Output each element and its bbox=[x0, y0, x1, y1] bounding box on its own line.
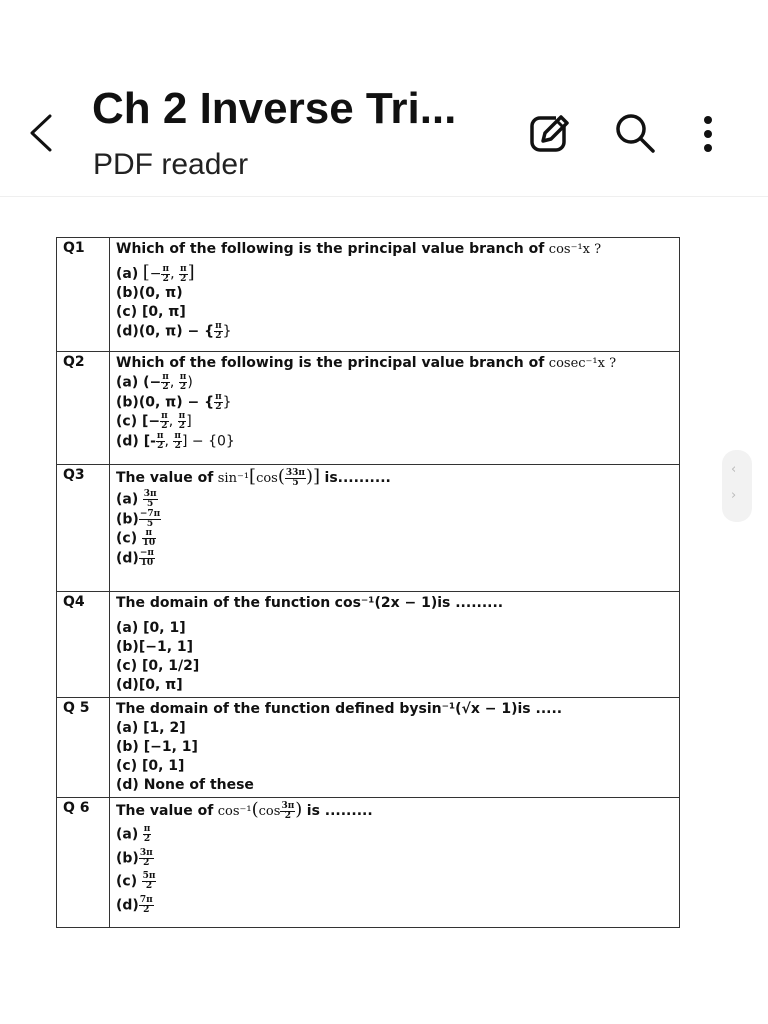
app-header bbox=[0, 0, 768, 197]
question-number: Q 6 bbox=[57, 798, 110, 928]
more-vert-icon[interactable] bbox=[694, 112, 722, 156]
search-icon[interactable] bbox=[612, 110, 658, 156]
question-table bbox=[56, 237, 680, 928]
option-c: (c) [− bbox=[116, 413, 161, 430]
page-scroll-tab[interactable] bbox=[722, 450, 752, 522]
question-text: The value of bbox=[116, 470, 214, 486]
scroll-down-icon[interactable]: › bbox=[731, 488, 737, 503]
option-c: (c) [0, 1/2] bbox=[116, 658, 200, 674]
scroll-up-icon[interactable]: ‹ bbox=[731, 462, 737, 477]
option-d: (d)(0, π) − { bbox=[116, 323, 215, 340]
option-a: (a) [1, 2] bbox=[116, 720, 186, 736]
option-a: (a) (− bbox=[116, 374, 162, 391]
question-content: The value of cos⁻¹(cos $\frac{3\pi}{2}$ ) is ......... (a) $\frac{\pi}{2}$ (b) $\frac{3\pi}{2}$ (c) $\frac{5\pi}{2}$ (d) $\frac{7\pi}{2}$ bbox=[110, 798, 680, 928]
option-a: (a) bbox=[116, 826, 139, 843]
document-subtitle: PDF reader bbox=[93, 148, 249, 181]
option-d: (d)[0, π] bbox=[116, 677, 183, 693]
option-c: (c) [0, 1] bbox=[116, 758, 185, 774]
question-number: Q2 bbox=[57, 352, 110, 465]
question-number: Q4 bbox=[57, 592, 110, 698]
question-expression: sin⁻¹(√x − 1)is ..... bbox=[418, 701, 563, 717]
question-content: Which of the following is the principal value branch of cos⁻¹x ? (a) [− $\frac{\pi}{2}$ , $\frac{\pi}{2}$ ] (b)(0, π) (c) [0, π] (d)(0, π) − { $\frac{\pi}{2}$ } bbox=[110, 238, 680, 352]
option-b: (b)(0, π) − { bbox=[116, 394, 215, 410]
question-content bbox=[110, 592, 680, 698]
question-row bbox=[57, 352, 680, 465]
option-d: (d) bbox=[116, 550, 139, 566]
option-c: (c) bbox=[116, 530, 138, 547]
option-c: (c) [0, π] bbox=[116, 304, 186, 320]
option-b: (b) bbox=[116, 850, 139, 866]
option-d: (d) None of these bbox=[116, 777, 254, 793]
question-expression: cos⁻¹(2x − 1)is ......... bbox=[334, 595, 504, 611]
edit-icon[interactable] bbox=[528, 112, 572, 156]
option-a: (a) bbox=[116, 491, 139, 508]
option-b: (b) bbox=[116, 511, 139, 527]
question-content: Which of the following is the principal value branch of cosec⁻¹x ? (a) (− $\frac{\pi}{2}$ , $\frac{\pi}{2}$ ) (b)(0, π) − { $\frac{\pi}{2}$ } (c) [− $\frac{\pi}{2}$ , $\frac{\pi}{2}$ ] (d) [- $\frac{\pi}{2}$ , $\frac{\pi}{2}$ ] − {0} bbox=[110, 352, 680, 465]
question-row bbox=[57, 798, 680, 928]
option-c: (c) bbox=[116, 873, 138, 890]
option-a: (a) bbox=[116, 266, 139, 282]
document-title: Ch 2 Inverse Tri... bbox=[92, 84, 457, 133]
question-text: The domain of the function defined by bbox=[116, 701, 419, 717]
option-d: (d) [- bbox=[116, 433, 156, 449]
question-expression: cosec⁻¹x ? bbox=[548, 356, 617, 371]
question-number: Q 5 bbox=[57, 698, 110, 798]
question-text: The value of bbox=[116, 803, 214, 819]
option-b: (b) [−1, 1] bbox=[116, 739, 198, 755]
question-expression: is.......... bbox=[324, 470, 391, 486]
question-number: Q1 bbox=[57, 238, 110, 352]
question-text: Which of the following is the principal value branch of bbox=[116, 241, 545, 257]
question-content: The value of sin⁻¹[cos( $\frac{33\pi}{5}$ )] is.......... (a) $\frac{3\pi}{5}$ (b) $\frac{-7\pi}{5}$ (c) $\frac{\pi}{10}$ (d) $\frac{-\pi}{10}$ bbox=[110, 465, 680, 592]
back-arrow-icon[interactable] bbox=[22, 108, 62, 158]
question-expression: is ......... bbox=[306, 803, 373, 819]
question-content bbox=[110, 698, 680, 798]
question-text: Which of the following is the principal value branch of bbox=[116, 355, 545, 371]
question-row bbox=[57, 592, 680, 698]
question-expression: cos⁻¹x ? bbox=[548, 242, 602, 257]
question-row bbox=[57, 465, 680, 592]
question-row bbox=[57, 238, 680, 352]
question-text: The domain of the function bbox=[116, 595, 331, 611]
question-number: Q3 bbox=[57, 465, 110, 592]
question-row bbox=[57, 698, 680, 798]
option-d: (d) bbox=[116, 897, 139, 913]
option-b: (b)[−1, 1] bbox=[116, 639, 194, 655]
option-a: (a) [0, 1] bbox=[116, 620, 186, 636]
option-b: (b)(0, π) bbox=[116, 285, 183, 301]
